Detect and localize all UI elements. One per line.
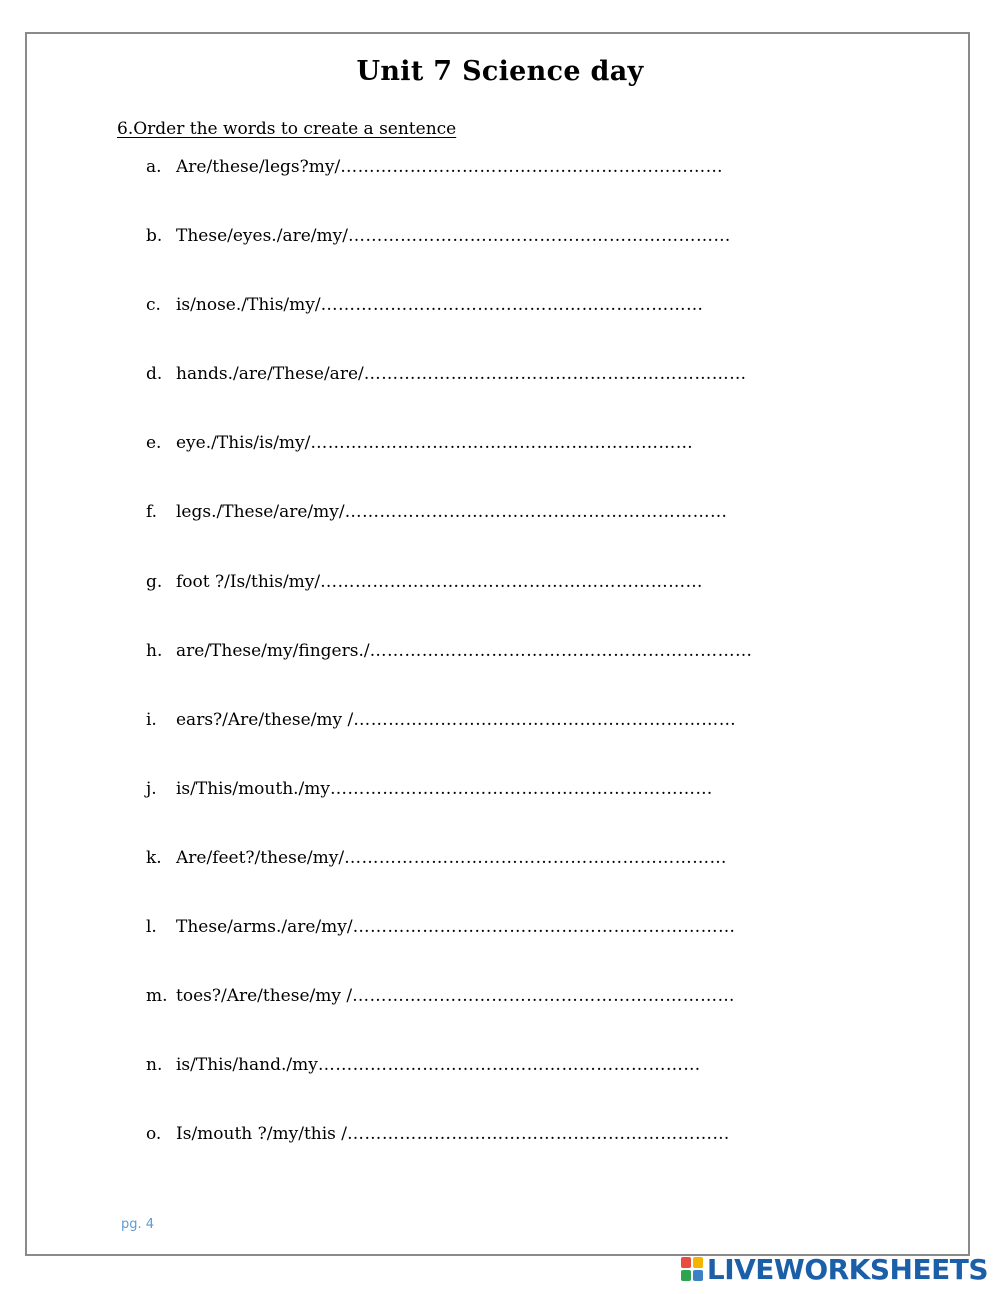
answer-blank[interactable]: …………………………………………………………	[344, 502, 728, 523]
answer-blank[interactable]: …………………………………………………………	[317, 1055, 701, 1076]
item-letter: j.	[146, 778, 157, 799]
liveworksheets-logo-icon	[681, 1257, 703, 1281]
item-letter: f.	[146, 502, 158, 523]
scrambled-words: eye./This/is/my/	[176, 433, 311, 454]
exercise-list	[146, 155, 752, 1191]
scrambled-words: toes?/Are/these/my /	[176, 986, 353, 1007]
answer-blank[interactable]: …………………………………………………………	[347, 226, 731, 247]
answer-blank[interactable]: …………………………………………………………	[340, 157, 724, 177]
exercise-item	[146, 984, 752, 1053]
exercise-item	[146, 155, 752, 224]
exercise-item	[146, 224, 752, 293]
scrambled-words: These/arms./are/my/	[176, 917, 353, 938]
item-letter: g.	[146, 571, 163, 592]
exercise-item	[146, 708, 752, 777]
item-letter: n.	[146, 1055, 163, 1076]
exercise-item	[146, 1053, 752, 1122]
item-letter: h.	[146, 640, 163, 661]
item-letter: l.	[146, 917, 157, 938]
exercise-item	[146, 846, 752, 915]
brand-name: LIVEWORKSHEETS	[706, 1252, 988, 1286]
answer-blank[interactable]: …………………………………………………………	[369, 640, 753, 661]
answer-blank[interactable]: …………………………………………………………	[352, 917, 736, 938]
scrambled-words: foot ?/Is/this/my/	[176, 571, 321, 592]
item-letter: m.	[146, 986, 168, 1007]
exercise-item	[146, 915, 752, 984]
scrambled-words: is/nose./This/my/	[176, 295, 321, 316]
scrambled-words: hands./are/These/are/	[176, 364, 364, 385]
exercise-item	[146, 777, 752, 846]
item-letter: b.	[146, 226, 163, 247]
answer-blank[interactable]: …………………………………………………………	[330, 778, 713, 799]
worksheet-title: Unit 7 Science day	[356, 56, 644, 87]
exercise-item	[146, 431, 752, 500]
item-letter: k.	[146, 847, 162, 868]
answer-blank[interactable]: …………………………………………………………	[310, 433, 694, 454]
scrambled-words: is/This/mouth./my	[176, 778, 331, 799]
page-number: pg. 4	[121, 1217, 155, 1232]
answer-blank[interactable]: …………………………………………………………	[353, 709, 737, 730]
scrambled-words: Are/feet?/these/my/	[176, 847, 345, 868]
scrambled-words: are/These/my/fingers./	[176, 640, 370, 661]
scrambled-words: Is/mouth ?/my/this /	[176, 1124, 348, 1145]
scrambled-words: is/This/hand./my	[176, 1055, 318, 1076]
item-letter: d.	[146, 364, 163, 385]
exercise-item	[146, 500, 752, 569]
item-letter: o.	[146, 1124, 162, 1145]
exercise-instruction: 6.Order the words to create a sentence	[117, 119, 457, 139]
answer-blank[interactable]: …………………………………………………………	[320, 295, 704, 316]
item-letter: e.	[146, 433, 162, 454]
scrambled-words: These/eyes./are/my/	[176, 226, 348, 247]
scrambled-words: ears?/Are/these/my /	[176, 709, 354, 730]
item-letter: i.	[146, 709, 157, 730]
answer-blank[interactable]: …………………………………………………………	[363, 364, 747, 385]
exercise-item	[146, 570, 752, 639]
item-letter: c.	[146, 295, 161, 316]
scrambled-words: Are/these/legs?my/	[176, 157, 341, 177]
answer-blank[interactable]: …………………………………………………………	[344, 847, 727, 868]
answer-blank[interactable]: …………………………………………………………	[320, 571, 703, 592]
exercise-item	[146, 1122, 752, 1191]
answer-blank[interactable]: …………………………………………………………	[352, 986, 735, 1007]
scrambled-words: legs./These/are/my/	[176, 502, 345, 523]
exercise-item	[146, 639, 752, 708]
answer-blank[interactable]: …………………………………………………………	[347, 1124, 730, 1145]
item-letter: a.	[146, 157, 162, 177]
brand-footer[interactable]	[681, 1253, 988, 1285]
exercise-item	[146, 293, 752, 362]
exercise-item	[146, 362, 752, 431]
